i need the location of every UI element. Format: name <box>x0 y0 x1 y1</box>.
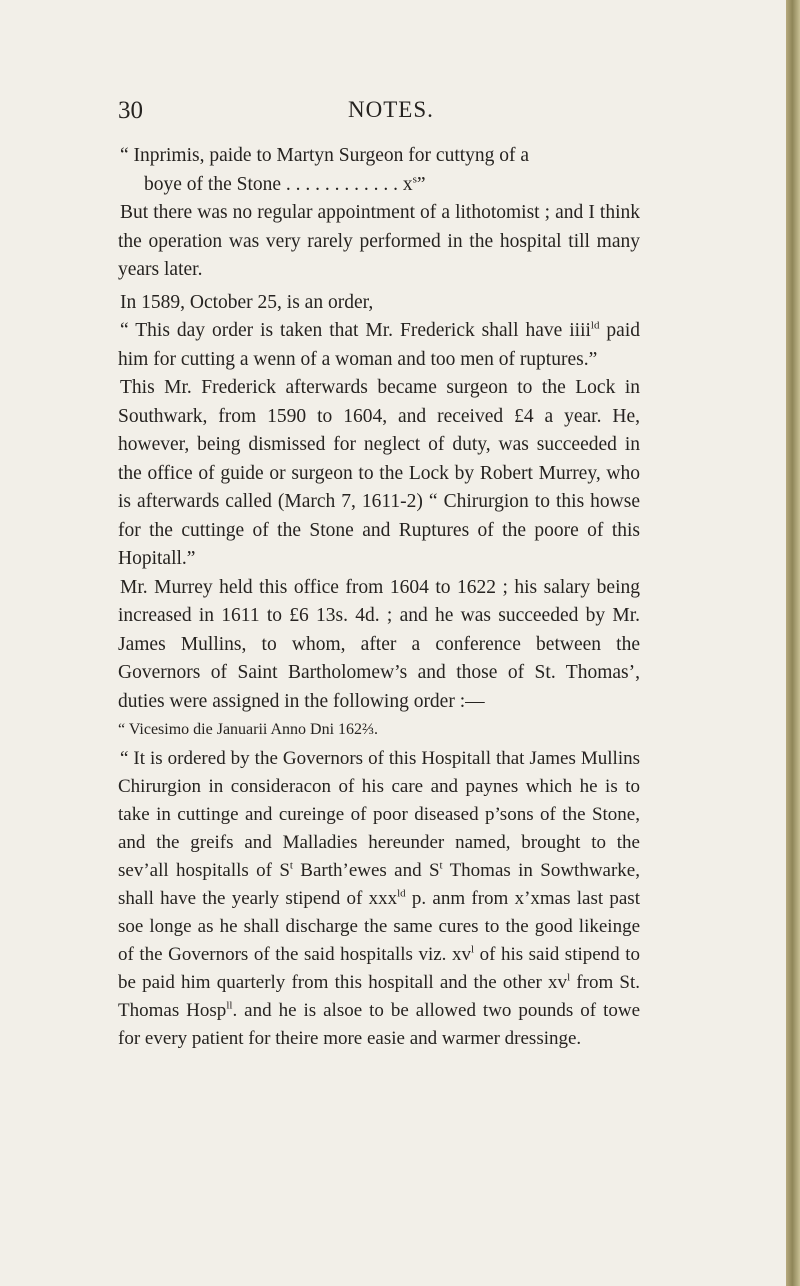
paragraph-frederick-order <box>118 317 640 374</box>
quote-inprimis-close: ” <box>416 173 426 195</box>
governors-order-sup-6: ll <box>226 999 233 1012</box>
frederick-order-numeral: iiii <box>569 320 591 341</box>
governors-order-c: Thomas in Sowthwarke, shall have the yearly stipend of xxx <box>118 859 640 909</box>
frederick-order-start: “ This day order is taken that Mr. Frederick shall have <box>120 320 570 341</box>
paragraph-order-date: In 1589, October 25, is an order, <box>120 291 374 313</box>
notes-body <box>118 142 640 1053</box>
governors-order-sup-4: l <box>470 943 475 956</box>
frederick-order-end: paid him for cutting a wenn of a woman and too men of ruptures.” <box>118 320 640 370</box>
quote-inprimis-text-2: boye of the Stone . . . . . . . . . . . . x <box>144 173 413 195</box>
governors-order-f: from St. Thomas Hosp <box>118 971 641 1021</box>
governors-order-e: of his said stipend to be paid him quarterly from this hospitall and the other xv <box>118 943 640 993</box>
page-header <box>0 97 786 127</box>
paragraph-vicesimo: “ Vicesimo die Januarii Anno Dni 162⅔. <box>118 721 379 738</box>
governors-order-a: “ It is ordered by the Governors of this Hospitall that James Mullins Chirurgion in consideracon of his care and paynes which he is to take in cuttinge and cureinge of poor diseased p’sons of the Stone, and the greifs and Malladies hereunder named, brought to the sev’all hospitalls of S <box>118 747 640 881</box>
governors-order-sup-1: t <box>289 859 293 872</box>
quote-inprimis-line1 <box>118 142 640 171</box>
paragraph-governors-order <box>118 745 640 1053</box>
frederick-order-superscript: ld <box>590 319 600 332</box>
paragraph-lithotomist: But there was no regular appointment of a lithotomist ; and I think the operation was very rarely performed in the hospital till many years later. <box>118 202 640 280</box>
quote-inprimis-line2 <box>118 171 640 200</box>
paragraph-murrey: Mr. Murrey held this office from 1604 to 1622 ; his salary being increased in 1611 to £6 13s. 4d. ; and he was succeeded by Mr. James Mullins, to whom, after a conference between the Governors of Saint Bartholomew’s and those of St. Thomas’, duties were assigned in the following order :— <box>118 576 640 712</box>
governors-order-sup-2: t <box>439 859 443 872</box>
page-edge <box>786 0 800 1286</box>
governors-order-d: p. anm from x’xmas last past soe longe as he shall discharge the same cures to the good likeinge of the Governors of the said hospitalls viz. xv <box>118 887 640 965</box>
governors-order-b: Barth’ewes and S <box>292 859 440 881</box>
running-title: NOTES. <box>348 97 434 122</box>
quote-inprimis-text: “ Inprimis, paide to Martyn Surgeon for cuttyng of a <box>120 145 530 166</box>
page-number: 30 <box>118 97 143 124</box>
quote-inprimis-superscript: s <box>412 173 417 185</box>
paragraph-frederick-lock: This Mr. Frederick afterwards became surgeon to the Lock in Southwark, from 1590 to 1604, and received £4 a year. He, however, being dismissed for neglect of duty, was succeeded in the office of guide or surgeon to the Lock by Robert Murrey, who is afterwards called (March 7, 1611-2) “ Chirurgion to this howse for the cuttinge of the Stone and Ruptures of the poore of this Hopitall.” <box>118 377 640 569</box>
governors-order-sup-3: ld <box>397 887 406 900</box>
governors-order-sup-5: l <box>567 971 571 984</box>
governors-order-g: . and he is alsoe to be allowed two pounds of towe for every patient for theire more easie and warmer dressinge. <box>118 999 641 1049</box>
